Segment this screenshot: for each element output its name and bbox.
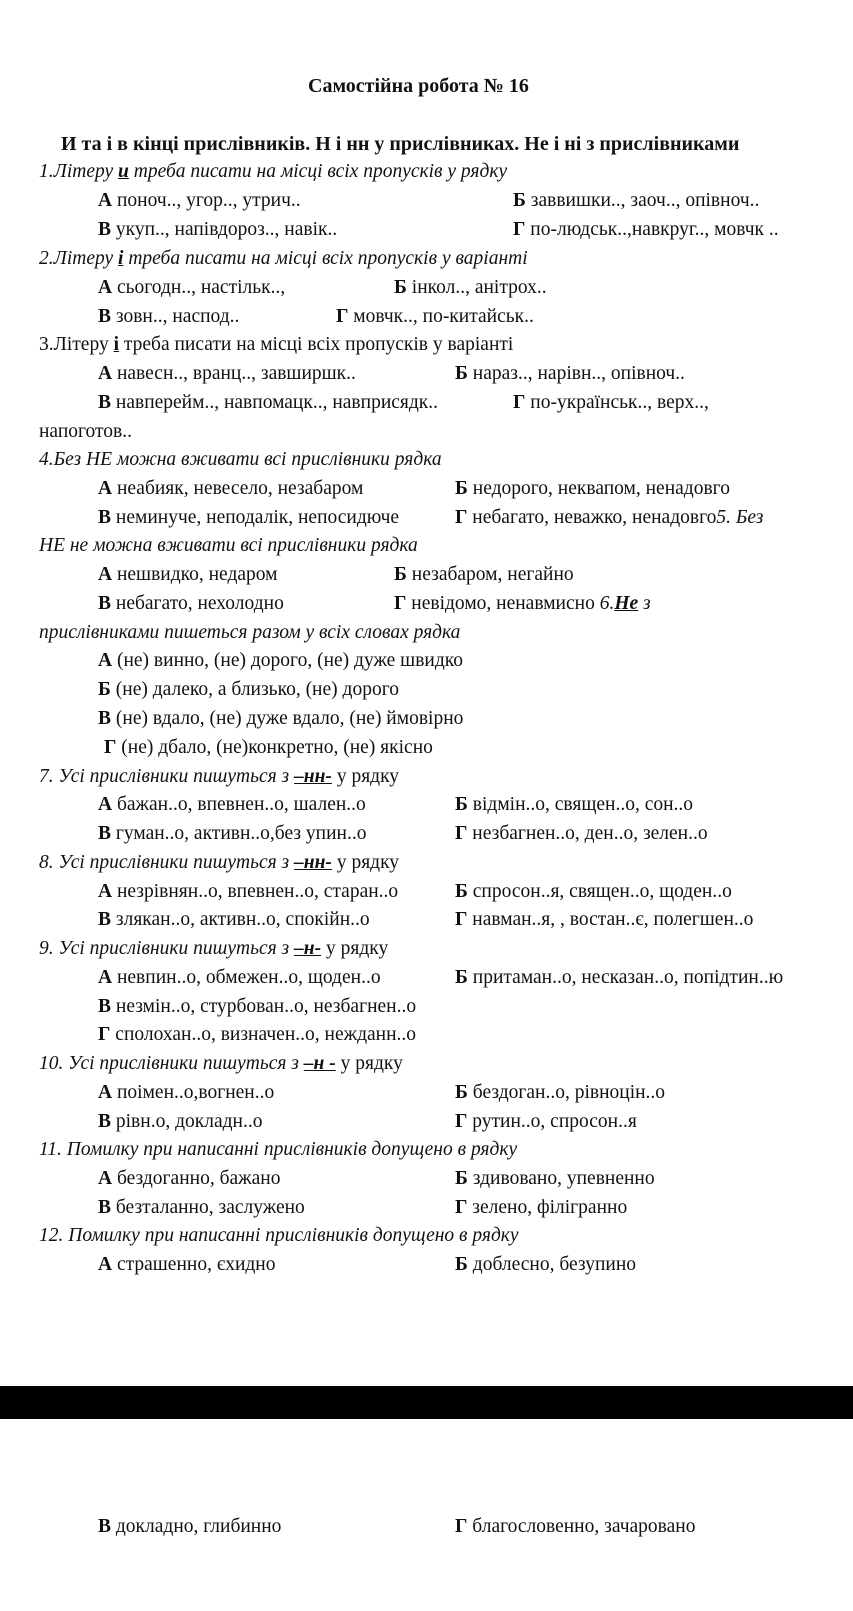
black-divider-band (0, 1386, 853, 1419)
option-v: В рівн.о, докладн..о (98, 1111, 263, 1132)
letter-mark: и (118, 161, 129, 182)
option-g: Г невідомо, ненавмисно 6.Не з (394, 593, 651, 614)
option-v: В неминуче, неподалік, непосидюче (98, 507, 400, 528)
option-g: Г благословенно, зачаровано (455, 1516, 696, 1537)
option-a: А бажан..о, впевнен..о, шален..о (98, 794, 366, 815)
question-2: 2.Літеру і треба писати на місці всіх пропусків у варіанті (39, 248, 528, 269)
option-g: Г небагато, неважко, ненадовго5. Без (455, 507, 764, 528)
option-g: Г по-українськ.., верх.., (513, 392, 709, 413)
option-a: А сьогодн.., настільк.., (98, 277, 286, 298)
suffix-mark: –н- (294, 938, 322, 959)
letter-mark: і (118, 248, 124, 269)
option-b: Б інкол.., анітрох.. (394, 277, 547, 298)
option-b: Б притаман..о, несказан..о, попідтин..ю (455, 967, 784, 988)
option-a: А неабияк, невесело, незабаром (98, 478, 364, 499)
suffix-mark: –нн- (294, 766, 332, 787)
option-a: А навесн.., вранц.., завширшк.. (98, 363, 356, 384)
option-v: В укуп.., напівдороз.., навік.. (98, 219, 338, 240)
option-b: Б нараз.., нарівн.., опівноч.. (455, 363, 685, 384)
question-5-start: 5. Без (716, 507, 764, 528)
option-a: А поімен..о,вогнен..о (98, 1082, 275, 1103)
option-g: Г рутин..о, спросон..я (455, 1111, 637, 1132)
option-a: А (не) винно, (не) дорого, (не) дуже швидко (98, 650, 463, 671)
option-b: Б відмін..о, священ..о, сон..о (455, 794, 694, 815)
question-4: 4.Без НЕ можна вживати всі прислівники рядка (39, 449, 442, 470)
option-g-continuation: напоготов.. (39, 421, 132, 442)
page-title: Самостійна робота № 16 (308, 75, 529, 97)
option-a: А бездоганно, бажано (98, 1168, 281, 1189)
option-v: В злякан..о, активн..о, спокійн..о (98, 909, 370, 930)
option-v: В безталанно, заслужено (98, 1197, 305, 1218)
option-g: Г сполохан..о, визначен..о, нежданн..о (98, 1024, 417, 1045)
option-a: А страшенно, єхидно (98, 1254, 276, 1275)
option-a: А невпин..о, обмежен..о, щоден..о (98, 967, 381, 988)
question-5: НЕ не можна вживати всі прислівники рядка (39, 535, 418, 556)
letter-mark: і (113, 334, 119, 355)
option-g: Г зелено, філігранно (455, 1197, 628, 1218)
question-1: 1.Літеру и треба писати на місці всіх пропусків у рядку (39, 161, 508, 182)
option-g: Г незбагнен..о, ден..о, зелен..о (455, 823, 708, 844)
question-6: прислівниками пишеться разом у всіх словах рядка (39, 622, 461, 643)
question-6-start: 6.Не з (599, 593, 651, 614)
option-g: Г по-людськ..,навкруг.., мовчк .. (513, 219, 779, 240)
option-v: В навперейм.., навпомацк.., навприсядк.. (98, 392, 439, 413)
suffix-mark: –н - (303, 1053, 336, 1074)
option-v: В зовн.., наспод.. (98, 306, 240, 327)
option-v: В (не) вдало, (не) дуже вдало, (не) ймовірно (98, 708, 464, 729)
option-b: Б спросон..я, священ..о, щоден..о (455, 881, 732, 902)
question-8: 8. Усі прислівники пишуться з –нн- у рядку (39, 852, 400, 873)
option-g: Г мовчк.., по-китайськ.. (336, 306, 534, 327)
page-subtitle: И та і в кінці прислівників. Н і нн у прислівниках. Не і ні з прислівниками (61, 133, 740, 155)
option-b: Б бездоган..о, рівноцін..о (455, 1082, 666, 1103)
option-b: Б недорого, неквапом, ненадовго (455, 478, 730, 499)
option-v: В небагато, нехолодно (98, 593, 284, 614)
question-7: 7. Усі прислівники пишуться з –нн- у рядку (39, 766, 400, 787)
option-b: Б заввишки.., заоч.., опівноч.. (513, 190, 760, 211)
suffix-mark: –нн- (294, 852, 332, 873)
option-g: Г (не) дбало, (не)конкретно, (не) якісно (104, 737, 433, 758)
option-a: А нешвидко, недаром (98, 564, 278, 585)
question-9: 9. Усі прислівники пишуться з –н- у рядку (39, 938, 389, 959)
question-3: 3.Літеру і треба писати на місці всіх пропусків у варіанті (39, 334, 514, 355)
option-v: В незмін..о, стурбован..о, незбагнен..о (98, 996, 417, 1017)
question-12: 12. Помилку при написанні прислівників допущено в рядку (39, 1225, 519, 1246)
option-a: А незрівнян..о, впевнен..о, старан..о (98, 881, 399, 902)
option-a: А поноч.., угор.., утрич.. (98, 190, 301, 211)
word-mark: Не (614, 593, 639, 614)
option-b: Б здивовано, упевненно (455, 1168, 655, 1189)
option-b: Б доблесно, безупино (455, 1254, 637, 1275)
option-v: В гуман..о, активн..о,без упин..о (98, 823, 367, 844)
option-v: В докладно, глибинно (98, 1516, 282, 1537)
option-b: Б незабаром, негайно (394, 564, 574, 585)
question-10: 10. Усі прислівники пишуться з –н - у рядку (39, 1053, 403, 1074)
option-b: Б (не) далеко, а близько, (не) дорого (98, 679, 399, 700)
question-11: 11. Помилку при написанні прислівників допущено в рядку (39, 1139, 518, 1160)
option-g: Г навман..я, , востан..є, полегшен..о (455, 909, 754, 930)
